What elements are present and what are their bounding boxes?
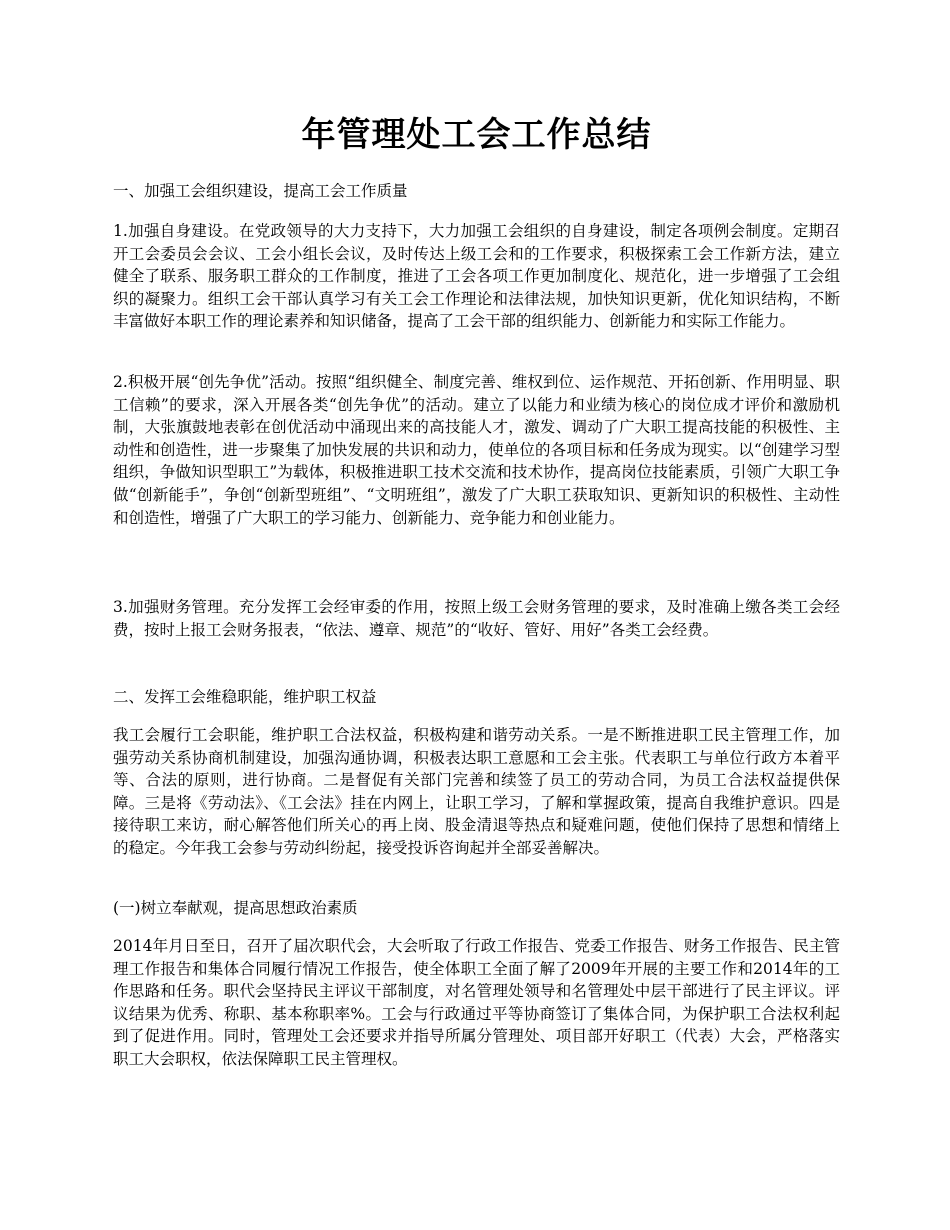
paragraph-self-building: 1.加强自身建设。在党政领导的大力支持下，大力加强工会组织的自身建设，制定各项例会制度。定期召开工会委员会会议、工会小组长会议，及时传达上级工会和的工作要求，积极探索工会工作新方法，建立健全了联系、服务职工群众的工作制度，推进了工会各项工作更加制度化、规范化，进一步增强了工会组织的凝聚力。组织工会干部认真学习有关工会工作理论和法律法规，加快知识更新，优化知识结构，不断丰富做好本职工作的理论素养和知识储备，提高了工会干部的组织能力、创新能力和实际工作能力。 [113, 222, 840, 331]
document-title: 年管理处工会工作总结 [301, 115, 652, 155]
subsection-heading-1: (一)树立奉献观，提高思想政治素质 [113, 899, 358, 917]
paragraph-financial-management: 3.加强财务管理。充分发挥工会经审委的作用，按照上级工会财务管理的要求，及时准确上缴各类工会经费，按时上报工会财务报表，“依法、遵章、规范”的“收好、管好、用好”各类工会经费。 [113, 598, 840, 639]
section-heading-1: 一、加强工会组织建设，提高工会工作质量 [113, 182, 408, 200]
section-heading-2: 二、发挥工会维稳职能，维护职工权益 [113, 688, 377, 706]
paragraph-excellence-campaign: 2.积极开展“创先争优”活动。按照“组织健全、制度完善、维权到位、运作规范、开拓创新、作用明显、职工信赖”的要求，深入开展各类“创先争优”的活动。建立了以能力和业绩为核心的岗位成才评价和激励机制，大张旗鼓地表彰在创优活动中涌现出来的高技能人才，激发、调动了广大职工提高技能的积极性、主动性和创造性，进一步聚集了加快发展的共识和动力，使单位的各项目标和任务成为现实。以“创建学习型组织，争做知识型职工”为载体，积极推进职工技术交流和技术协作，提高岗位技能素质，引领广大职工争做“创新能手”，争创“创新型班组”、“文明班组”，激发了广大职工获取知识、更新知识的积极性、主动性和创造性，增强了广大职工的学习能力、创新能力、竞争能力和创业能力。 [113, 373, 840, 527]
paragraph-worker-rights: 我工会履行工会职能，维护职工合法权益，积极构建和谐劳动关系。一是不断推进职工民主管理工作，加强劳动关系协商机制建设，加强沟通协调，积极表达职工意愿和工会主张。代表职工与单位行政方本着平等、合法的原则，进行协商。二是督促有关部门完善和续签了员工的劳动合同，为员工合法权益提供保障。三是将《劳动法》、《工会法》挂在内网上，让职工学习，了解和掌握政策，提高自我维护意识。四是接待职工来访，耐心解答他们所关心的再上岗、股金清退等热点和疑难问题，使他们保持了思想和情绪上的稳定。今年我工会参与劳动纠纷起，接受投诉咨询起并全部妥善解决。 [113, 726, 840, 857]
paragraph-workers-congress: 2014年月日至日，召开了届次职代会，大会听取了行政工作报告、党委工作报告、财务工作报告、民主管理工作报告和集体合同履行情况工作报告，使全体职工全面了解了2009年开展的主要工作和2014年的工作思路和任务。职代会坚持民主评议干部制度，对名管理处领导和名管理处中层干部进行了民主评议。评议结果为优秀、称职、基本称职率%。工会与行政通过平等协商签订了集体合同，为保护职工合法权利起到了促进作用。同时，管理处工会还要求并指导所属分管理处、项目部开好职工（代表）大会，严格落实职工大会职权，依法保障职工民主管理权。 [113, 937, 840, 1068]
